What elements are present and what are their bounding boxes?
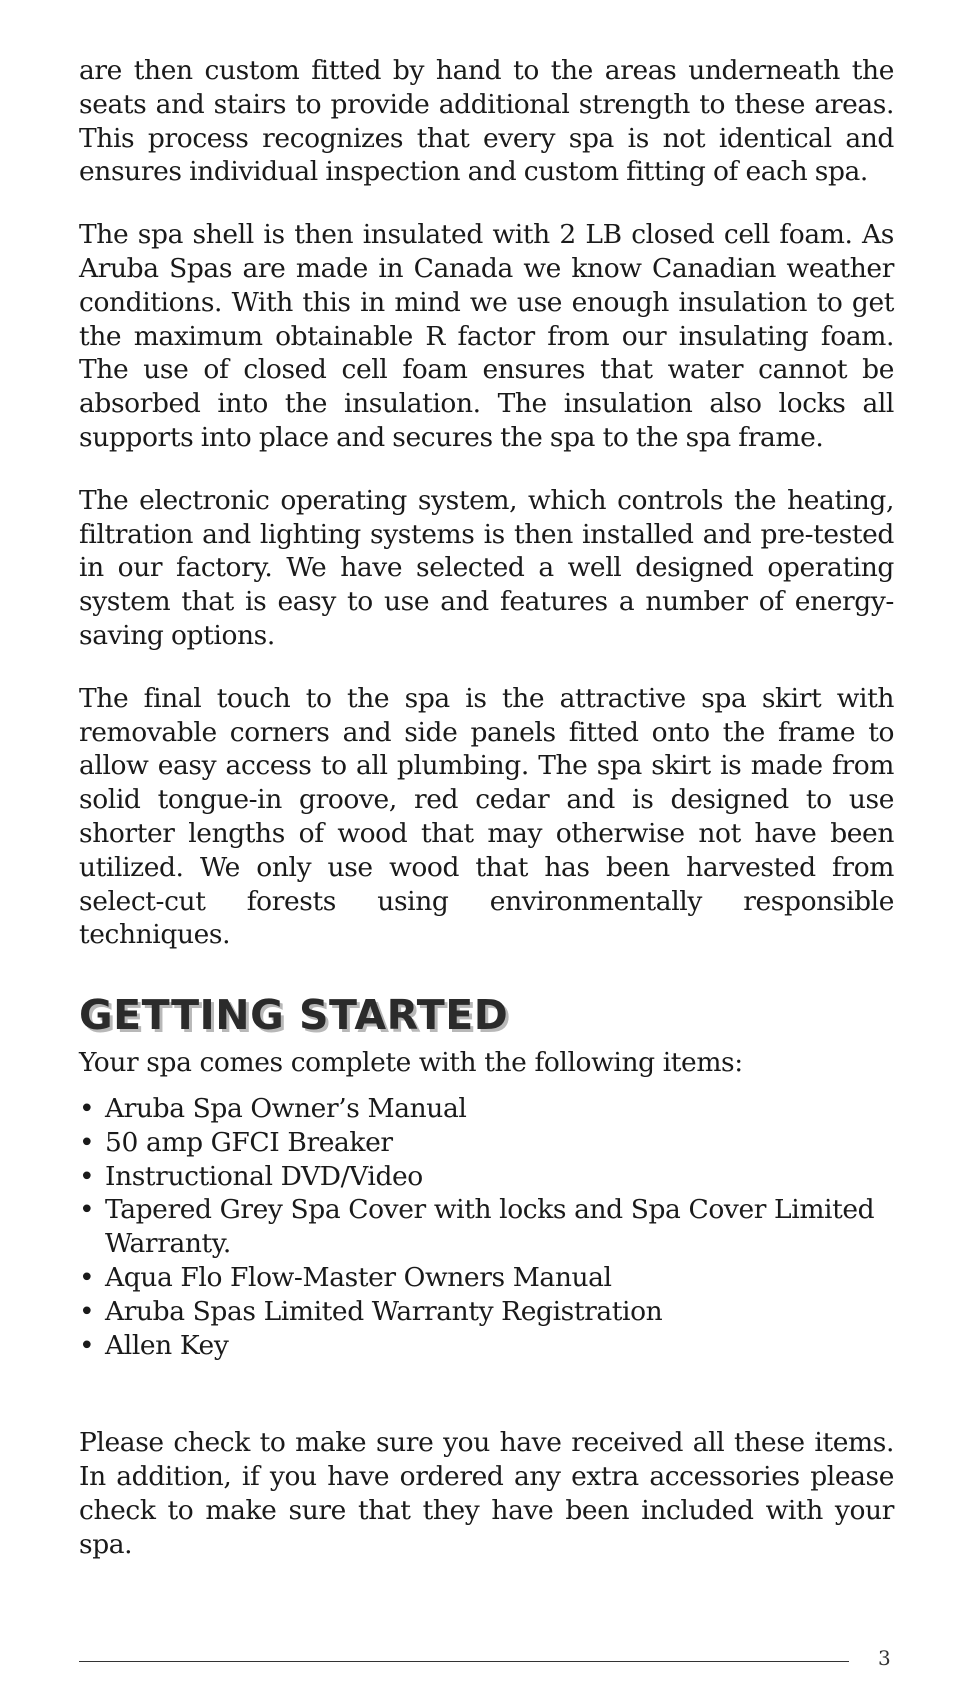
bullet-icon: • bbox=[79, 1160, 95, 1192]
paragraph-operating-system: The electronic operating system, which controls the heating, filtration and lighting systems is then installed and pre-tested in our factory. We have selected a well designed operating system that is easy to use and features a number of energy-saving options. bbox=[79, 484, 894, 651]
list-item-text: Tapered Grey Spa Cover with locks and Spa Cover Limited Warranty. bbox=[105, 1194, 875, 1260]
bullet-icon: • bbox=[79, 1295, 95, 1327]
page-number: 3 bbox=[878, 1646, 891, 1670]
list-item-text: Instructional DVD/Video bbox=[105, 1160, 423, 1192]
list-item bbox=[79, 1329, 894, 1363]
bullet-icon: • bbox=[79, 1329, 95, 1361]
footer-divider bbox=[79, 1661, 849, 1662]
included-items-list bbox=[79, 1092, 894, 1362]
paragraph-check-items: Please check to make sure you have received all these items. In addition, if you have ordered any extra accessories please check to make sure that they have been included with your spa. bbox=[79, 1427, 894, 1560]
list-item bbox=[79, 1193, 894, 1261]
list-item bbox=[79, 1295, 894, 1329]
bullet-icon: • bbox=[79, 1126, 95, 1158]
list-item bbox=[79, 1092, 894, 1126]
list-item-text: Allen Key bbox=[105, 1329, 229, 1361]
section-heading-getting-started: GETTING STARTED bbox=[79, 991, 509, 1040]
list-item bbox=[79, 1126, 894, 1160]
paragraph-custom-fitting: are then custom fitted by hand to the areas underneath the seats and stairs to provide additional strength to these areas. This process recognizes that every spa is not identical and ensures individual inspection and custom fitting of each spa. bbox=[79, 55, 894, 188]
list-item-text: 50 amp GFCI Breaker bbox=[105, 1126, 393, 1158]
paragraph-insulation: The spa shell is then insulated with 2 LB closed cell foam. As Aruba Spas are made in Canada we know Canadian weather conditions. With this in mind we use enough insulation to get the maximum obtainable R factor from our insulating foam. The use of closed cell foam ensures that water cannot be absorbed into the insulation. The insulation also locks all supports into place and secures the spa to the spa frame. bbox=[79, 219, 894, 453]
paragraph-spa-skirt: The final touch to the spa is the attractive spa skirt with removable corners and side panels fitted onto the frame to allow easy access to all plumbing. The spa skirt is made from solid tongue-in groove, red cedar and is designed to use shorter lengths of wood that may otherwise not have been utilized. We only use wood that has been harvested from select-cut forests using environmentally responsible techniques. bbox=[79, 682, 894, 951]
bullet-icon: • bbox=[79, 1194, 95, 1226]
bullet-icon: • bbox=[79, 1092, 95, 1124]
list-item bbox=[79, 1261, 894, 1295]
document-page bbox=[79, 54, 894, 1590]
list-item bbox=[79, 1160, 894, 1194]
bullet-icon: • bbox=[79, 1261, 95, 1293]
list-item-text: Aruba Spa Owner’s Manual bbox=[105, 1092, 467, 1124]
getting-started-intro: Your spa comes complete with the following items: bbox=[79, 1047, 743, 1079]
list-item-text: Aruba Spas Limited Warranty Registration bbox=[105, 1295, 663, 1327]
list-item-text: Aqua Flo Flow-Master Owners Manual bbox=[105, 1261, 612, 1293]
